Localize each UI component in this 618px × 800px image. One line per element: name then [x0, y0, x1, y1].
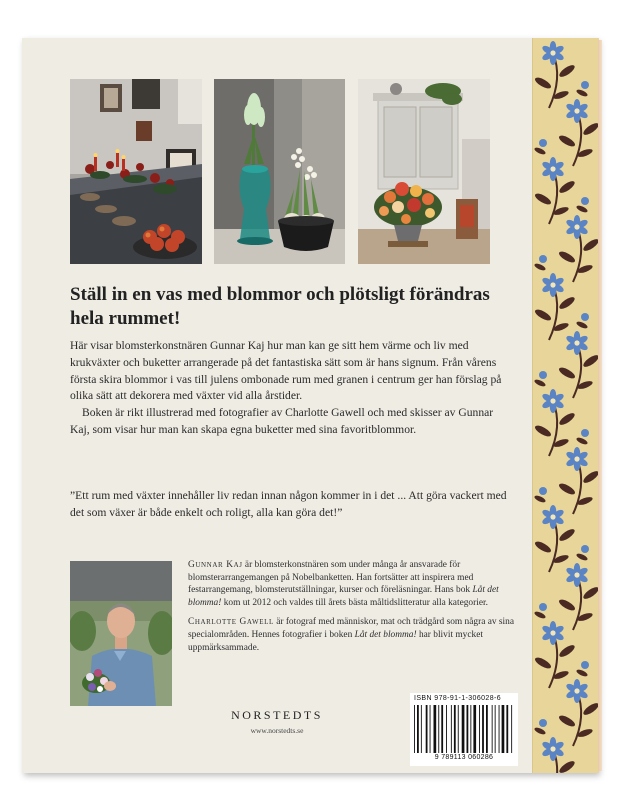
- author-name: Gunnar Kaj: [188, 560, 243, 570]
- photographer-bio: [188, 616, 518, 654]
- photographer-name: Charlotte Gawell: [188, 617, 274, 628]
- bios: [188, 559, 518, 661]
- author-bio-text: är blomsterkonstnären som under många år ansvarade för blomsterarrangemangen på Nobelbanketten. Han fortsätter att inspirera med festarrangemang, blomsterutställningar, kurser och föreläsningar. Hans bok: [188, 560, 474, 596]
- photographer-book-title: Låt det blomma!: [354, 629, 417, 640]
- isbn: ISBN 978-91-1-306028-6: [414, 695, 502, 702]
- back-cover: [22, 38, 532, 773]
- headline: Ställ in en vas med blommor och plötsligt förändras hela rummet!: [70, 284, 490, 329]
- photographer-bio-text: har blivit mycket uppmärksammade.: [188, 629, 483, 653]
- barcode: [414, 705, 514, 753]
- photo-hyacinths: [214, 79, 345, 264]
- author-book-title: Låt det blomma!: [188, 585, 499, 608]
- author-bio: [188, 559, 518, 609]
- barcode-number: 9 789113 060286: [434, 754, 494, 761]
- quote: ”Ett rum med växter innehåller liv redan innan någon kommer in i det ... Att göra vackert med det som växer är både enkelt och roligt, alla kan göra det!”: [70, 489, 507, 519]
- photographer-bio-text: är fotograf med människor, mat och trädgård som några av sina specialområden. Hennes fotografier i boken: [188, 617, 515, 640]
- publisher-logo: NORSTEDTS: [231, 708, 323, 722]
- description: [70, 338, 515, 439]
- photo-cabinet-bouquet: [358, 79, 490, 264]
- page-edge: [598, 40, 602, 771]
- barcode-box: [410, 693, 518, 766]
- publisher-website: www.norstedts.se: [250, 726, 304, 735]
- photo-table-decoration: [70, 79, 202, 264]
- description-paragraph: Här visar blomsterkonstnären Gunnar Kaj hur man kan ge sitt hem värme och liv med krukväxter och buketter arrangerade på det fantastiska sätt som är hans signum. Från vårens första skira blommor i vas till julens ombonade rum med granen i centrum ger han förslag på olika sätt att dekorera med växter vid alla årstider.: [70, 339, 502, 403]
- spine-pattern: [532, 38, 599, 773]
- author-bio-text: kom ut 2012 och valdes till årets bästa måltidslitteratur alla kategorier.: [221, 597, 488, 608]
- description-paragraph: Boken är rikt illustrerad med fotografier av Charlotte Gawell och med skisser av Gunnar Kaj, som visar hur man kan skapa egna buketter med sina favoritblommor.: [70, 406, 494, 436]
- book-back-cover: [22, 38, 598, 773]
- author-photo: [70, 561, 172, 706]
